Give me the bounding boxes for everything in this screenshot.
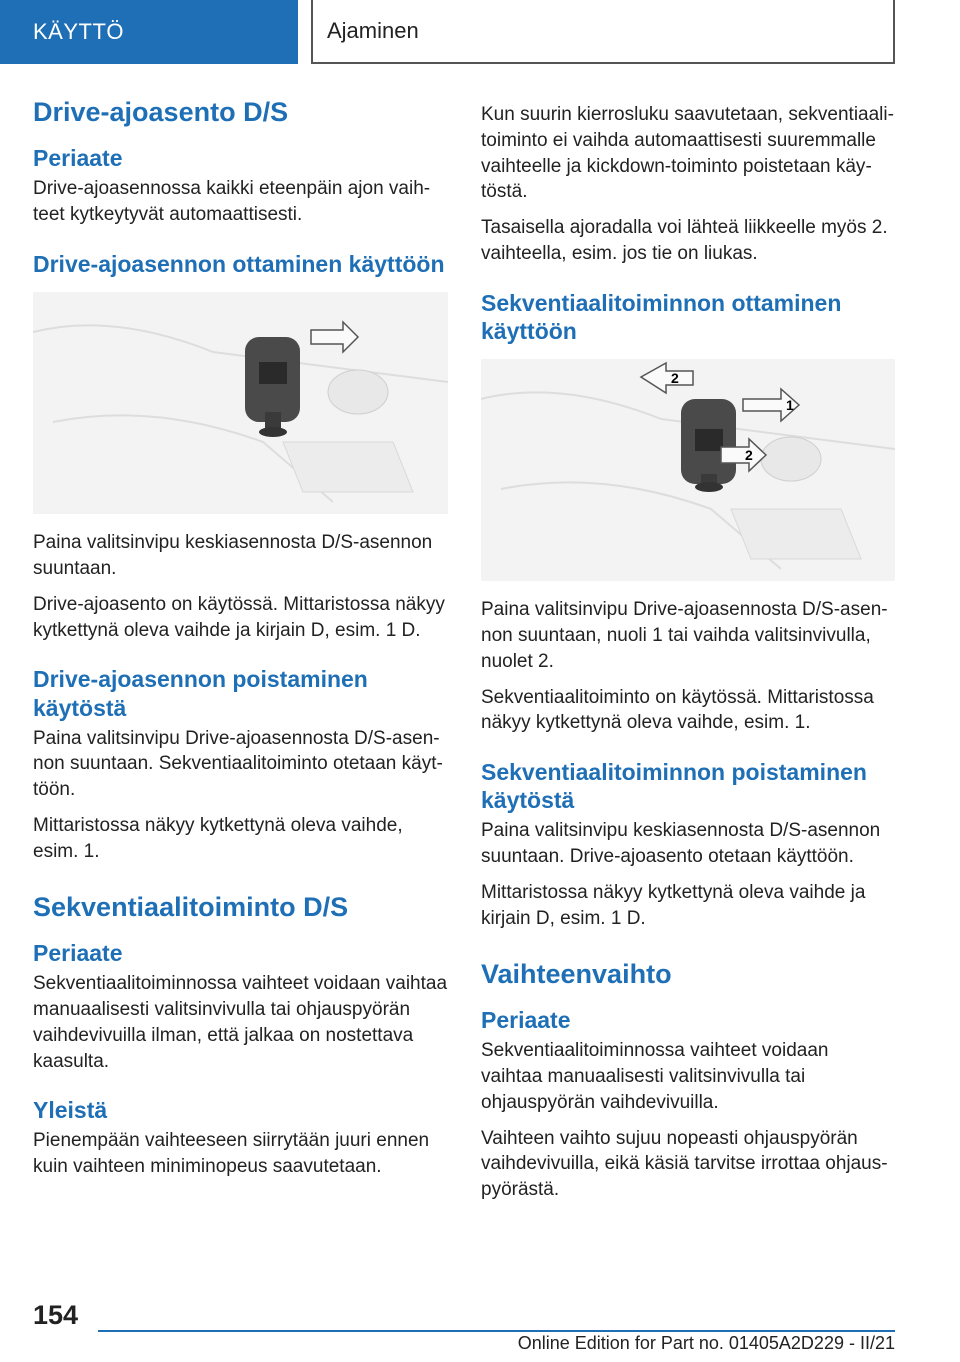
heading-principle-3: Periaate — [481, 1007, 571, 1033]
right-column — [481, 102, 895, 1213]
paragraph-principle-3a: Sekventiaalitoiminnossa vaihteet voidaan vaihtaa manuaalisesti valitsinvivulla tai ohjauspyörän vaihdevivuilla. — [481, 1040, 829, 1113]
paragraph-sequential-activate-1: Paina valitsinvipu Drive-ajoasennosta D/S-asennon suuntaan, nuoli 1 tai vaihda valitsinvivulla, nuolet 2. — [481, 599, 888, 672]
heading-principle-2: Periaate — [33, 940, 123, 967]
footer-divider — [98, 1330, 895, 1332]
paragraph-sequential-deactivate-1: Paina valitsinvipu keskiasennosta D/S-asennon suuntaan. Drive-ajoasento otetaan käyttöön. — [481, 820, 881, 868]
paragraph-sequential-deactivate-2: Mittaristossa näkyy kytkettynä oleva vaihde ja kirjain D, esim. 1 D. — [481, 881, 866, 929]
paragraph-right-1: Kun suurin kierrosluku saavutetaan, sekventiaalitoiminto ei vaihda automaattisesti suuremmalle vaihteelle ja kickdown-toiminto poistetaan käytöstä. — [481, 104, 894, 203]
heading-drive-activate: Drive-ajoasennon ottaminen käyttöön — [33, 251, 445, 278]
paragraph-right-2: Tasaisella ajoradalla voi lähteä liikkeelle myös 2. vaihteella, esim. jos tie on liukas. — [481, 217, 888, 265]
heading-gear-change: Vaihteenvaihto — [481, 958, 672, 989]
paragraph-drive-activate-2: Drive-ajoasento on käytössä. Mittaristossa näkyy kytkettynä oleva vaihde ja kirjain D, esim. 1 D. — [33, 593, 445, 641]
paragraph-drive-activate-1: Paina valitsinvipu keskiasennosta D/S-asennon suuntaan. — [33, 532, 433, 579]
heading-sequential: Sekventiaalitoiminto D/S — [33, 891, 349, 922]
section-title: KÄYTTÖ — [33, 19, 125, 44]
heading-sequential-deactivate: Sekventiaalitoiminnon poistaminen käytöstä — [481, 759, 867, 814]
arrow-label-2-down: 2 — [745, 447, 753, 464]
paragraph-principle: Drive-ajoasennossa kaikki eteenpäin ajon vaihteet kytkeytyvät automaattisesti. — [33, 178, 431, 226]
arrow-label-1: 1 — [786, 397, 794, 414]
heading-drive-position: Drive-ajoasento D/S — [33, 97, 289, 127]
arrow-label-2-up: 2 — [671, 370, 679, 387]
paragraph-principle-3b: Vaihteen vaihto sujuu nopeasti ohjauspyörän vaihdevivuilla, eikä käsiä tarvitse irrottaa ohjauspyörästä. — [481, 1127, 888, 1201]
heading-sequential-activate: Sekventiaalitoiminnon ottaminen käyttöön — [481, 289, 842, 345]
gear-selector-arrows-illustration — [481, 359, 895, 581]
gear-selector-illustration — [33, 292, 448, 514]
heading-principle: Periaate — [33, 145, 123, 172]
left-column — [33, 96, 448, 1190]
paragraph-sequential-activate-2: Sekventiaalitoiminto on käytössä. Mittaristossa näkyy kytkettynä oleva vaihde, esim. 1. — [481, 686, 874, 734]
heading-general: Yleistä — [33, 1097, 108, 1124]
section-tab — [0, 0, 298, 64]
heading-drive-deactivate: Drive-ajoasennon poistaminen käytöstä — [33, 666, 368, 721]
chapter-header — [311, 0, 895, 64]
paragraph-drive-deactivate-1: Paina valitsinvipu Drive-ajoasennosta D/S-asennon suuntaan. Sekventiaalitoiminto otetaan käyttöön. — [33, 727, 443, 801]
paragraph-general: Pienempään vaihteeseen siirrytään juuri ennen kuin vaihteen miniminopeus saavutetaan. — [33, 1130, 430, 1178]
edition-note: Online Edition for Part no. 01405A2D229 - II/21 — [517, 1333, 895, 1353]
chapter-title: Ajaminen — [327, 18, 419, 43]
page-number: 154 — [33, 1300, 79, 1330]
paragraph-drive-deactivate-2: Mittaristossa näkyy kytkettynä oleva vaihde, esim. 1. — [33, 815, 403, 862]
paragraph-principle-2: Sekventiaalitoiminnossa vaihteet voidaan vaihtaa manuaalisesti valitsinvivulla tai ohjauspyörän vaihdevivuilla ilman, että jalkaa on nostettava kaasulta. — [33, 973, 448, 1072]
